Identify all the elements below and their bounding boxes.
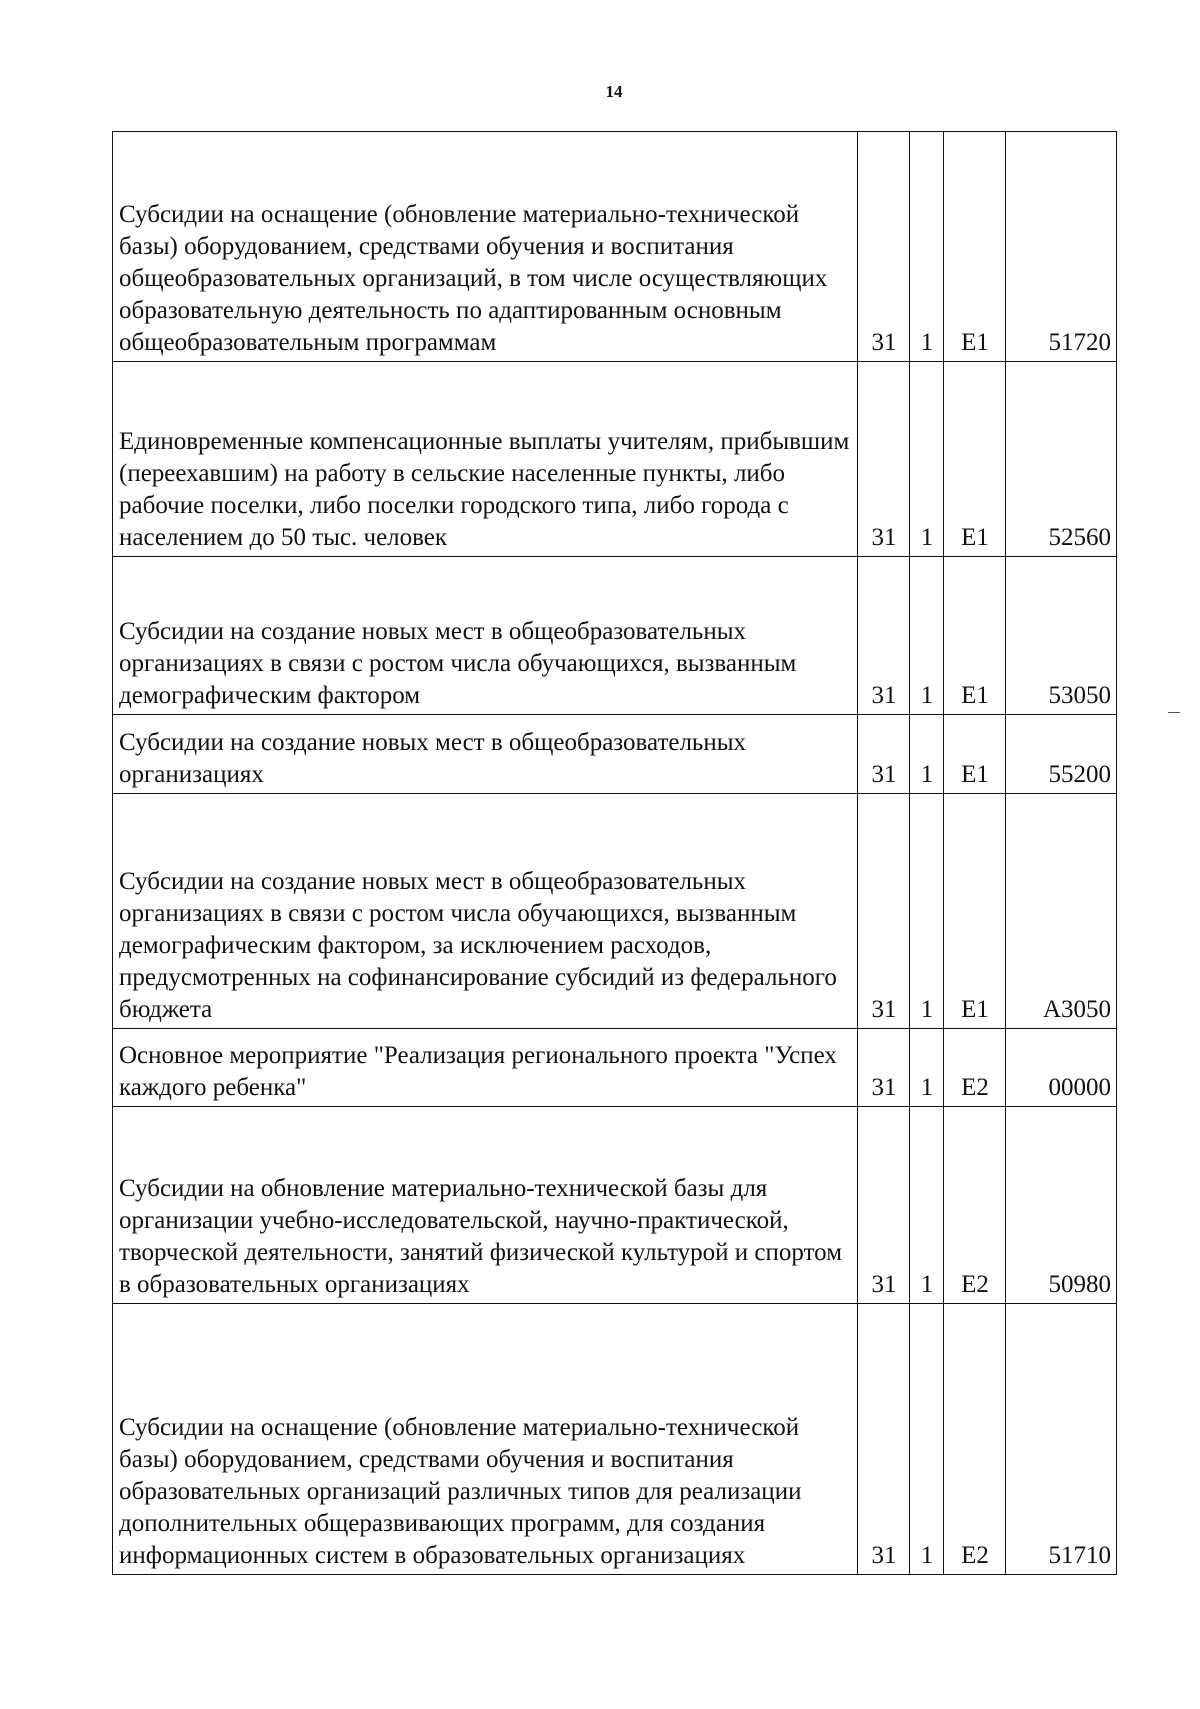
row-code-project: E2 [944, 1107, 1006, 1304]
row-code-program: 31 [858, 1029, 910, 1107]
row-description: Субсидии на обновление материально-технической базы для организации учебно-исследовательской, научно-практической, творческой деятельности, занятий физической культурой и спортом в образовательных организациях [113, 1107, 858, 1304]
row-code-program: 31 [858, 132, 910, 362]
row-code-subprogram: 1 [910, 557, 944, 715]
row-description: Субсидии на создание новых мест в общеобразовательных организациях [113, 715, 858, 794]
row-code-direction: 51710 [1006, 1304, 1117, 1575]
table-row [113, 1107, 1117, 1304]
row-code-program: 31 [858, 794, 910, 1029]
row-description: Субсидии на оснащение (обновление материально-технической базы) оборудованием, средствами обучения и воспитания общеобразовательных организаций, в том числе осуществляющих образовательную деятельность по адаптированным основным общеобразовательным программам [113, 132, 858, 362]
row-code-direction: 50980 [1006, 1107, 1117, 1304]
table-row [113, 362, 1117, 557]
row-description: Субсидии на создание новых мест в общеобразовательных организациях в связи с ростом числа обучающихся, вызванным демографическим фактором [113, 557, 858, 715]
row-code-subprogram: 1 [910, 794, 944, 1029]
table-row [113, 794, 1117, 1029]
row-code-subprogram: 1 [910, 132, 944, 362]
row-code-project: E1 [944, 362, 1006, 557]
scan-artifact [1168, 712, 1180, 713]
row-code-program: 31 [858, 1304, 910, 1575]
row-code-direction: 51720 [1006, 132, 1117, 362]
row-code-program: 31 [858, 557, 910, 715]
row-code-project: E2 [944, 1029, 1006, 1107]
row-description: Субсидии на оснащение (обновление материально-технической базы) оборудованием, средствами обучения и воспитания образовательных организаций различных типов для реализации дополнительных общеразвивающих программ, для создания информационных систем в образовательных организациях [113, 1304, 858, 1575]
table-row [113, 715, 1117, 794]
page-number: 14 [605, 82, 623, 101]
row-code-direction: A3050 [1006, 794, 1117, 1029]
table-row [113, 1029, 1117, 1107]
row-code-direction: 55200 [1006, 715, 1117, 794]
row-code-project: E2 [944, 1304, 1006, 1575]
row-description: Основное мероприятие "Реализация регионального проекта "Успех каждого ребенка" [113, 1029, 858, 1107]
row-code-project: E1 [944, 715, 1006, 794]
table-row [113, 1304, 1117, 1575]
row-code-direction: 53050 [1006, 557, 1117, 715]
row-code-project: E1 [944, 794, 1006, 1029]
table-row [113, 132, 1117, 362]
row-code-direction: 52560 [1006, 362, 1117, 557]
row-code-subprogram: 1 [910, 1107, 944, 1304]
row-code-subprogram: 1 [910, 1304, 944, 1575]
row-code-program: 31 [858, 362, 910, 557]
row-code-subprogram: 1 [910, 362, 944, 557]
row-description: Субсидии на создание новых мест в общеобразовательных организациях в связи с ростом числа обучающихся, вызванным демографическим фактором, за исключением расходов, предусмотренных на софинансирование субсидий из федерального бюджета [113, 794, 858, 1029]
row-code-direction: 00000 [1006, 1029, 1117, 1107]
row-code-subprogram: 1 [910, 1029, 944, 1107]
row-code-project: E1 [944, 132, 1006, 362]
row-description: Единовременные компенсационные выплаты учителям, прибывшим (переехавшим) на работу в сельские населенные пункты, либо рабочие поселки, либо поселки городского типа, либо города с населением до 50 тыс. человек [113, 362, 858, 557]
row-code-program: 31 [858, 1107, 910, 1304]
row-code-program: 31 [858, 715, 910, 794]
row-code-project: E1 [944, 557, 1006, 715]
row-code-subprogram: 1 [910, 715, 944, 794]
budget-classification-table [112, 131, 1117, 1575]
table-row [113, 557, 1117, 715]
